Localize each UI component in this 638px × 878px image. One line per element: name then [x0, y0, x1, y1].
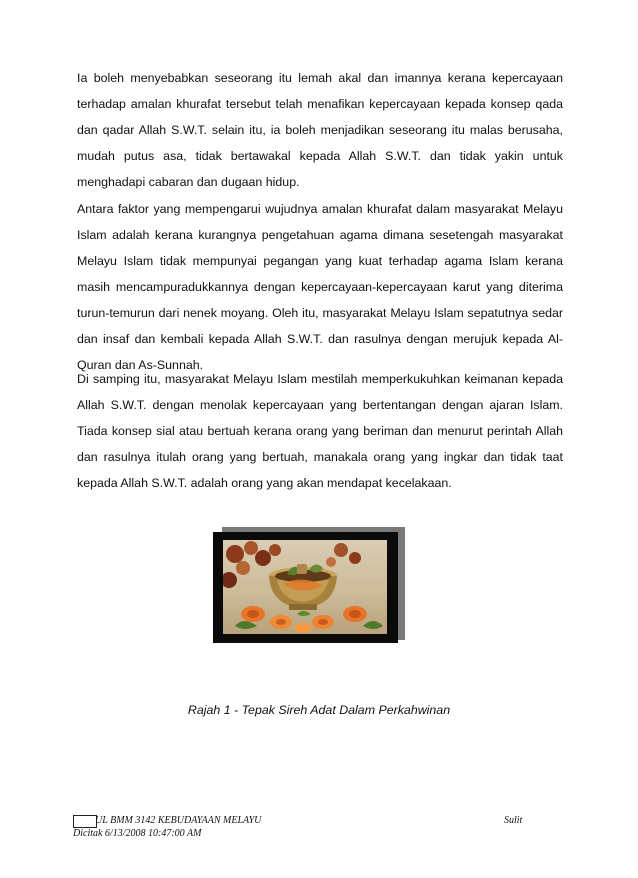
orange-roses: [241, 606, 367, 633]
tepak-sireh-photo: [223, 540, 387, 634]
footer-classification: Sulit: [504, 815, 523, 826]
paragraph-2: Antara faktor yang mempengarui wujudnya amalan khurafat dalam masyarakat Melayu Islam adalah kerana kurangnya pengetahuan agama dimana sesetengah masyarakat Melayu Islam tidak mempunyai pegangan yang kuat terhadap agama Islam kerana masih mencampuradukkannya dengan kepercayaan-kepercayaan karut yang diterima turun-temurun dari nenek moyang. Oleh itu, masyarakat Melayu Islam sepatutnya sedar dan insaf dan kembali kepada Allah S.W.T. dan rasulnya dengan merujuk kepada Al-Quran dan As-Sunnah.: [77, 202, 563, 372]
footer-title: UL BMM 3142 KEBUDAYAAN MELAYU: [95, 815, 262, 826]
footer-print-date: Dicitak 6/13/2008 10:47:00 AM: [73, 828, 202, 839]
dried-flowers-right: [326, 543, 361, 567]
figure-caption: Rajah 1 - Tepak Sireh Adat Dalam Perkahwinan: [187, 703, 451, 717]
paragraph-1: Ia boleh menyebabkan seseorang itu lemah akal dan imannya kerana kepercayaan terhadap amalan khurafat tersebut telah menafikan kepercayaan kepada konsep qada dan qadar Allah S.W.T. selain itu, ia boleh menjadikan seseorang itu malas berusaha, mudah putus asa, tidak bertawakal kepada Allah S.W.T. dan tidak yakin untuk menghadapi cabaran dan dugaan hidup.: [77, 71, 563, 189]
paragraph-3: Di samping itu, masyarakat Melayu Islam mestilah memperkukuhkan keimanan kepada Allah S.W.T. dengan menolak kepercayaan yang bertentangan dengan ajaran Islam. Tiada konsep sial atau bertuah kerana orang yang beriman dan menurut perintah Allah dan rasulnya itulah orang yang bertuah, manakala orang yang ingkar dan tidak taat kepada Allah S.W.T. adalah orang yang akan mendapat kecelakaan.: [77, 372, 563, 490]
